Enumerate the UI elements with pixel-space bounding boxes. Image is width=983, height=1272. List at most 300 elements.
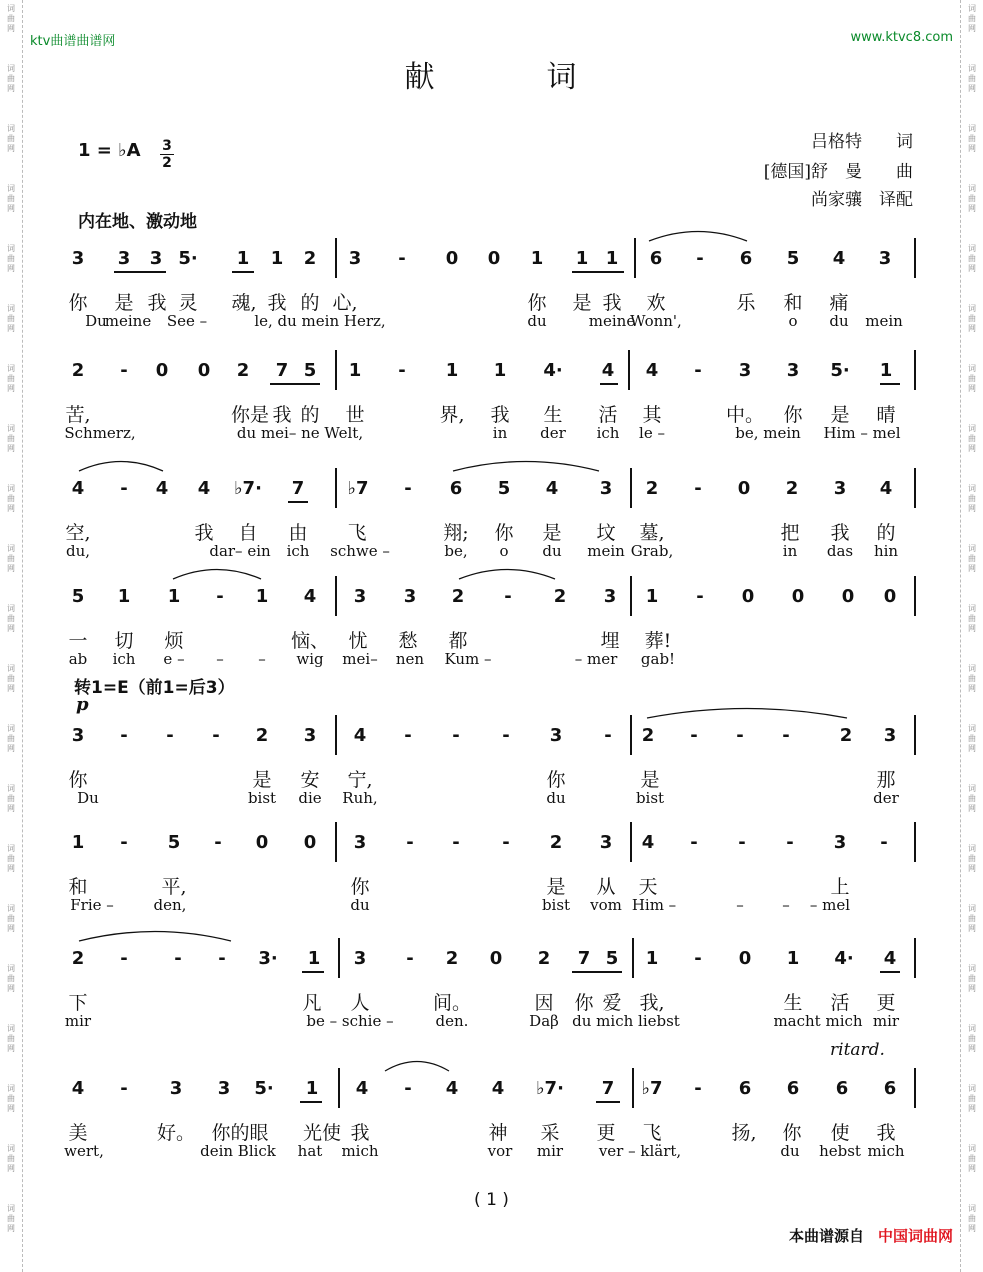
notes-row <box>0 948 983 972</box>
note: 6 <box>738 1078 752 1099</box>
note: 1 <box>348 360 362 381</box>
note: 1 <box>493 360 507 381</box>
bar-line <box>630 822 632 862</box>
lyric-cn: 我 <box>267 292 287 314</box>
slur-arc <box>78 928 232 942</box>
bar-line <box>914 468 916 508</box>
note: - <box>404 725 412 746</box>
note: 2 <box>645 478 659 499</box>
note: 4 <box>355 1078 369 1099</box>
lyric-cn: 更 <box>876 992 896 1014</box>
bar-line <box>335 576 337 616</box>
lyric-cn: 是 <box>830 404 850 426</box>
note: 4· <box>543 360 563 381</box>
notes-row <box>0 586 983 610</box>
source-site-link[interactable]: 中国词曲网 <box>877 1227 953 1245</box>
note: 3 <box>303 725 317 746</box>
lyric-de: o <box>499 542 509 560</box>
note-beam <box>596 1101 620 1103</box>
lyric-cn: 凡 <box>302 992 322 1014</box>
slur-arc <box>384 1058 450 1072</box>
lyric-cn: 美 <box>68 1122 88 1144</box>
notes-row <box>0 832 983 856</box>
note-beam <box>114 271 166 273</box>
lyric-cn: 中。 <box>725 404 765 426</box>
lyric-cn: 灵 <box>178 292 198 314</box>
lyric-de: Wonn', <box>630 312 682 330</box>
lyric-de: le, du mein Herz, <box>254 312 386 330</box>
lyric-cn: 葬! <box>644 630 672 652</box>
bar-line <box>914 238 916 278</box>
note: 4 <box>353 725 367 746</box>
note: 2 <box>71 948 85 969</box>
lyric-cn: 你 <box>546 769 566 791</box>
note-beam <box>572 271 624 273</box>
modulation-marking: 转1=E（前1=后3） <box>74 678 235 698</box>
note-beam <box>600 383 618 385</box>
lyric-de: bist <box>541 896 571 914</box>
watermark-text: 词 曲 网 <box>7 724 15 753</box>
note: 0 <box>883 586 897 607</box>
watermark-text: 词 曲 网 <box>968 544 976 573</box>
note: 6 <box>835 1078 849 1099</box>
note: - <box>880 832 888 853</box>
note: 1 <box>879 360 893 381</box>
lyric-cn: 下 <box>68 992 88 1014</box>
watermark-text: 词 曲 网 <box>7 424 15 453</box>
lyric-cn: 坟 <box>596 522 616 544</box>
lyric-de: bist <box>247 789 277 807</box>
lyric-de: ich <box>286 542 310 560</box>
lyric-de: mein <box>865 312 903 330</box>
lyric-cn: 世 <box>345 404 365 426</box>
note: 6 <box>883 1078 897 1099</box>
watermark-text: 词 曲 网 <box>7 304 15 333</box>
lyric-cn: 欢 <box>646 292 666 314</box>
note: 0 <box>445 248 459 269</box>
note: 3 <box>71 248 85 269</box>
lyric-cn: 苦, <box>65 404 91 426</box>
note: - <box>690 725 698 746</box>
note: - <box>398 360 406 381</box>
ritard-marking: ritard. <box>830 1040 885 1060</box>
lyric-cn: 你 <box>782 1122 802 1144</box>
note: - <box>166 725 174 746</box>
lyric-cn: 飞 <box>642 1122 662 1144</box>
watermark-text: 词 曲 网 <box>968 1024 976 1053</box>
note: - <box>120 725 128 746</box>
lyric-cn: 忧 <box>348 630 368 652</box>
lyric-cn: 的 <box>876 522 896 544</box>
lyric-cn: 的 <box>300 292 320 314</box>
notes-row <box>0 725 983 749</box>
note: 5· <box>830 360 850 381</box>
slur-arc <box>78 458 164 472</box>
lyric-cn: 一 <box>68 630 88 652</box>
lyric-cn: 人 <box>350 992 370 1014</box>
note: 4 <box>197 478 211 499</box>
lyric-cn: 其 <box>642 404 662 426</box>
note: - <box>218 948 226 969</box>
note: 1 <box>645 948 659 969</box>
watermark-text: 词 曲 网 <box>7 1084 15 1113</box>
watermark-text: 词 曲 网 <box>7 664 15 693</box>
source-label: 本曲谱源自 <box>788 1227 864 1245</box>
lyric-de: – <box>258 650 266 668</box>
note: 4· <box>834 948 854 969</box>
slur-arc <box>646 705 848 719</box>
bar-line <box>914 715 916 755</box>
lyric-cn: 生 <box>543 404 563 426</box>
lyric-cn: 光使 <box>302 1122 342 1144</box>
lyric-de: ich <box>112 650 136 668</box>
note: 2 <box>553 586 567 607</box>
lyric-de: – <box>782 896 790 914</box>
lyric-cn: 生 <box>783 992 803 1014</box>
note: 1 <box>167 586 181 607</box>
watermark-text: 词 曲 网 <box>968 724 976 753</box>
watermark-text: 词 曲 网 <box>7 124 15 153</box>
note: 4 <box>491 1078 505 1099</box>
watermark-text: 词 曲 网 <box>968 664 976 693</box>
note: 5· <box>254 1078 274 1099</box>
note: - <box>782 725 790 746</box>
watermark-text: 词 曲 网 <box>7 604 15 633</box>
meter-bottom: 2 <box>162 155 172 171</box>
watermark-text: 词 曲 网 <box>968 1084 976 1113</box>
watermark-text: 词 曲 网 <box>7 964 15 993</box>
lyric-de: Frie – <box>70 896 114 914</box>
lyric-de: Him – mel <box>823 424 901 442</box>
watermark-text: 词 曲 网 <box>7 244 15 273</box>
note: 3 <box>786 360 800 381</box>
lyric-de: das <box>826 542 854 560</box>
watermark-text: 词 曲 网 <box>968 304 976 333</box>
note: 3 <box>353 948 367 969</box>
watermark-text: 词 曲 网 <box>7 1144 15 1173</box>
note: 3 <box>603 586 617 607</box>
lyric-cn: 痛 <box>829 292 849 314</box>
watermark-text: 词 曲 网 <box>7 484 15 513</box>
lyric-de: du, <box>65 542 91 560</box>
lyric-cn: 宁, <box>347 769 373 791</box>
lyric-cn: 心, <box>332 292 358 314</box>
bar-line <box>335 238 337 278</box>
bar-line <box>335 350 337 390</box>
lyric-de: o <box>788 312 798 330</box>
note: 5 <box>605 948 619 969</box>
lyric-cn: 上 <box>830 876 850 898</box>
note-beam <box>288 501 308 503</box>
note: 2 <box>641 725 655 746</box>
note: 3 <box>348 248 362 269</box>
note: - <box>398 248 406 269</box>
note: 5 <box>71 586 85 607</box>
lyric-cn: 我 <box>876 1122 896 1144</box>
tempo-marking: 内在地、激动地 <box>78 212 197 232</box>
lyric-de: – mer <box>574 650 618 668</box>
lyric-cn: 烦 <box>164 630 184 652</box>
lyric-de: mich <box>867 1142 905 1160</box>
note: 4 <box>71 1078 85 1099</box>
note: - <box>502 725 510 746</box>
bar-line <box>630 715 632 755</box>
note: 1 <box>117 586 131 607</box>
lyric-cn: 是 <box>546 876 566 898</box>
lyric-de: mei– <box>342 650 378 668</box>
lyric-cn: 活 <box>598 404 618 426</box>
note: - <box>696 248 704 269</box>
lyric-cn: 空, <box>65 522 91 544</box>
note: - <box>120 948 128 969</box>
lyric-cn: 好。 <box>156 1122 196 1144</box>
note: 2 <box>451 586 465 607</box>
note: 1 <box>786 948 800 969</box>
lyric-de: mir <box>872 1012 900 1030</box>
lyric-de: du mei– ne Welt, <box>236 424 364 442</box>
lyric-de: du <box>527 312 547 330</box>
lyric-de: hin <box>873 542 899 560</box>
lyric-de: Him – <box>631 896 677 914</box>
time-signature <box>160 138 174 171</box>
lyric-de: ich <box>596 424 620 442</box>
lyric-cn: 我, <box>639 992 665 1014</box>
note: 3· <box>258 948 278 969</box>
lyric-cn: 使 <box>830 1122 850 1144</box>
note: 1 <box>255 586 269 607</box>
bar-line <box>914 576 916 616</box>
watermark-text: 词 曲 网 <box>7 1024 15 1053</box>
note: 3 <box>117 248 131 269</box>
lyric-cn: 是 <box>114 292 134 314</box>
german-lyrics-row <box>0 789 983 813</box>
note: 1 <box>445 360 459 381</box>
lyric-de: Ruh, <box>342 789 378 807</box>
lyric-cn: 飞 <box>347 522 367 544</box>
note: - <box>404 1078 412 1099</box>
german-lyrics-row <box>0 650 983 674</box>
note: ♭7 <box>347 478 369 499</box>
lyric-cn: 我 <box>602 292 622 314</box>
note: 5 <box>497 478 511 499</box>
lyric-cn: 你 <box>494 522 514 544</box>
lyric-de: – <box>216 650 224 668</box>
lyric-de: du mich liebst <box>572 1012 680 1030</box>
lyric-cn: 安 <box>300 769 320 791</box>
song-title <box>0 52 983 96</box>
note: - <box>214 832 222 853</box>
note: 2 <box>303 248 317 269</box>
note: - <box>120 360 128 381</box>
title-char-2: 词 <box>546 60 579 95</box>
lyric-de: be – schie – <box>306 1012 394 1030</box>
note: 0 <box>255 832 269 853</box>
lyric-de: den, <box>153 896 187 914</box>
watermark-text: 词 曲 网 <box>968 124 976 153</box>
lyric-cn: 魂, <box>231 292 257 314</box>
bar-line <box>630 576 632 616</box>
watermark-text: 词 曲 网 <box>7 364 15 393</box>
watermark-text: 词 曲 网 <box>968 784 976 813</box>
lyric-de: mir <box>64 1012 92 1030</box>
note: 4 <box>601 360 615 381</box>
note: ♭7 <box>641 1078 663 1099</box>
lyric-de: schwe – <box>330 542 390 560</box>
note: - <box>694 360 702 381</box>
lyric-cn: 是 <box>252 769 272 791</box>
note: 0 <box>841 586 855 607</box>
note-beam <box>302 971 324 973</box>
bar-line <box>628 350 630 390</box>
lyric-cn: 你是 <box>230 404 270 426</box>
watermark-text: 词 曲 网 <box>7 544 15 573</box>
note: 6 <box>649 248 663 269</box>
watermark-text: 词 曲 网 <box>968 604 976 633</box>
note: 6 <box>449 478 463 499</box>
lyric-cn: 你 <box>574 992 594 1014</box>
lyric-cn: 我 <box>830 522 850 544</box>
note: 0 <box>791 586 805 607</box>
german-lyrics-row <box>0 896 983 920</box>
watermark-text: 词 曲 网 <box>968 964 976 993</box>
lyric-de: – mel <box>809 896 851 914</box>
lyric-cn: 把 <box>780 522 800 544</box>
credit-composer: [德国]舒 曼 曲 <box>763 162 913 182</box>
note: 3 <box>71 725 85 746</box>
lyric-cn: 我 <box>194 522 214 544</box>
note: 2 <box>445 948 459 969</box>
lyric-cn: 你 <box>68 769 88 791</box>
lyric-cn: 从 <box>596 876 616 898</box>
note: 4 <box>155 478 169 499</box>
note: 3 <box>217 1078 231 1099</box>
lyric-cn: 是 <box>542 522 562 544</box>
note: - <box>212 725 220 746</box>
watermark-text: 词 曲 网 <box>7 904 15 933</box>
lyric-de: Kum – <box>444 650 492 668</box>
key-signature: 1 = ♭A <box>78 140 141 161</box>
lyric-de: be, mein <box>735 424 801 442</box>
bar-line <box>914 350 916 390</box>
note: - <box>738 832 746 853</box>
lyric-de: den. <box>435 1012 469 1030</box>
bar-line <box>914 822 916 862</box>
lyric-cn: 因 <box>534 992 554 1014</box>
slur-arc <box>458 566 556 580</box>
note: - <box>690 832 698 853</box>
watermark-text: 词 曲 网 <box>968 364 976 393</box>
note: 3 <box>599 478 613 499</box>
lyric-de: gab! <box>640 650 676 668</box>
note: 0 <box>737 478 751 499</box>
note: - <box>404 478 412 499</box>
lyric-de: wig <box>296 650 324 668</box>
header-url[interactable]: www.ktvc8.com <box>850 30 953 45</box>
note: 7 <box>577 948 591 969</box>
lyric-de: Du <box>85 312 107 330</box>
lyric-de: See – <box>166 312 208 330</box>
lyric-de: wert, <box>64 1142 104 1160</box>
note: 2 <box>71 360 85 381</box>
watermark-text: 词 曲 网 <box>968 424 976 453</box>
lyric-cn: 界, <box>439 404 465 426</box>
lyric-cn: 的 <box>300 404 320 426</box>
bar-line <box>335 468 337 508</box>
lyric-cn: 扬, <box>731 1122 757 1144</box>
chinese-lyrics-row <box>0 518 983 542</box>
lyric-cn: 平, <box>161 876 187 898</box>
note: 1 <box>605 248 619 269</box>
dynamic-marking: p <box>76 694 89 715</box>
note: 4 <box>303 586 317 607</box>
note: 1 <box>270 248 284 269</box>
note: 3 <box>599 832 613 853</box>
note: - <box>604 725 612 746</box>
header-site-name[interactable]: ktv曲谱曲谱网 <box>30 34 116 49</box>
lyric-de: meine <box>104 312 152 330</box>
chinese-lyrics-row <box>0 1118 983 1142</box>
note: - <box>736 725 744 746</box>
note: 4 <box>883 948 897 969</box>
lyric-de: hebst <box>819 1142 861 1160</box>
note: 2 <box>549 832 563 853</box>
lyric-cn: 采 <box>540 1122 560 1144</box>
note: 1 <box>305 1078 319 1099</box>
watermark-text: 词 曲 网 <box>7 784 15 813</box>
note: 7 <box>291 478 305 499</box>
note: - <box>694 948 702 969</box>
chinese-lyrics-row <box>0 626 983 650</box>
lyric-cn: 更 <box>596 1122 616 1144</box>
lyric-cn: 爱 <box>602 992 622 1014</box>
note: - <box>786 832 794 853</box>
watermark-text: 词 曲 网 <box>7 64 15 93</box>
note: 5 <box>786 248 800 269</box>
note: - <box>406 948 414 969</box>
lyric-de: macht mich <box>773 1012 863 1030</box>
lyric-de: mein <box>587 542 625 560</box>
notes-row <box>0 248 983 272</box>
bar-line <box>914 938 916 978</box>
note: 4 <box>71 478 85 499</box>
note: 0 <box>487 248 501 269</box>
lyric-cn: 和 <box>783 292 803 314</box>
lyric-cn: 我 <box>147 292 167 314</box>
note: - <box>120 832 128 853</box>
note: 4 <box>645 360 659 381</box>
watermark-text: 词 曲 网 <box>7 184 15 213</box>
watermark-text: 词 曲 网 <box>968 904 976 933</box>
lyric-cn: 由 <box>288 522 308 544</box>
lyric-de: du <box>780 1142 800 1160</box>
note: - <box>452 725 460 746</box>
lyric-cn: 活 <box>830 992 850 1014</box>
note: 4 <box>641 832 655 853</box>
german-lyrics-row <box>0 1142 983 1166</box>
lyric-cn: 愁 <box>398 630 418 652</box>
lyric-de: du <box>542 542 562 560</box>
chinese-lyrics-row <box>0 765 983 789</box>
lyric-cn: 你 <box>527 292 547 314</box>
lyric-cn: 切 <box>114 630 134 652</box>
watermark-text: 词 曲 网 <box>7 4 15 33</box>
note: - <box>406 832 414 853</box>
german-lyrics-row <box>0 542 983 566</box>
lyric-de: meine <box>588 312 636 330</box>
lyric-cn: 翔; <box>443 522 469 544</box>
lyric-de: du <box>546 789 566 807</box>
lyric-de: vor <box>487 1142 513 1160</box>
